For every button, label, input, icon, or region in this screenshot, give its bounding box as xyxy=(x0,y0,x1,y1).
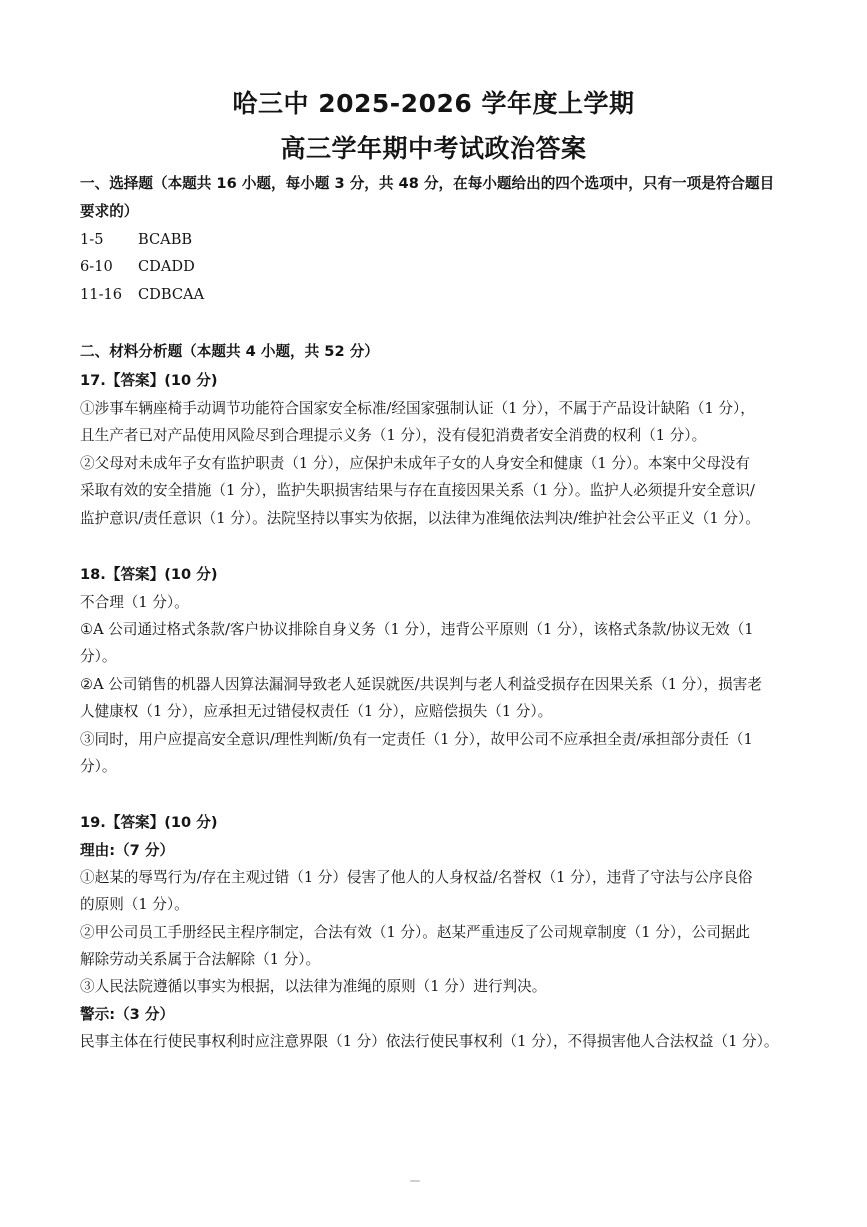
q18-title: 18.【答案】(10 分) xyxy=(80,566,218,583)
q18-paragraph2-line: ②A 公司销售的机器人因算法漏洞导致老人延误就医/共误判与老人利益受损存在因果关系（1 分），损害老 xyxy=(80,676,762,693)
scan-mark xyxy=(410,1180,420,1182)
q19-warning-line: 民事主体在行使民事权利时应注意界限（1 分）依法行使民事权利（1 分），不得损害他人合法权益（1 分）。 xyxy=(80,1033,779,1050)
q17-paragraph1-line: 且生产者已对产品使用风险尽到合理提示义务（1 分），没有侵犯消费者安全消费的权利（1 分）。 xyxy=(80,427,707,444)
q19-reason-label: 理由:（7 分） xyxy=(80,842,175,859)
q19-paragraph2-line: 解除劳动关系属于合法解除（1 分）。 xyxy=(80,951,321,968)
q18-verdict: 不合理（1 分）。 xyxy=(80,594,189,611)
q17-title: 17.【答案】(10 分) xyxy=(80,372,218,389)
choice-letters: CDBCAA xyxy=(138,286,205,303)
q18-paragraph1-line: ①A 公司通过格式条款/客户协议排除自身义务（1 分），违背公平原则（1 分），该格式条款/协议无效（1 xyxy=(80,621,754,638)
q19-paragraph2-line: ②甲公司员工手册经民主程序制定，合法有效（1 分）。赵某严重违反了公司规章制度（1 分），公司据此 xyxy=(80,924,750,941)
choice-range: 11-16 xyxy=(80,286,123,303)
q19-title: 19.【答案】(10 分) xyxy=(80,814,218,831)
q17-paragraph1-line: ①涉事车辆座椅手动调节功能符合国家安全标准/经国家强制认证（1 分），不属于产品设计缺陷（1 分）， xyxy=(80,400,755,417)
choice-letters: CDADD xyxy=(138,258,195,275)
document-subtitle: 高三学年期中考试政治答案 xyxy=(280,134,587,163)
q17-paragraph2-line: ②父母对未成年子女有监护职责（1 分），应保护未成年子女的人身安全和健康（1 分）。本案中父母没有 xyxy=(80,455,750,472)
choice-answer-row xyxy=(80,257,792,277)
q19-paragraph1-line: 的原则（1 分）。 xyxy=(80,896,189,913)
q19-warning-label: 警示:（3 分） xyxy=(80,1006,175,1023)
section1-heading-cont: 要求的） xyxy=(80,203,139,220)
q17-paragraph2-line: 监护意识/责任意识（1 分）。法院坚持以事实为依据，以法律为准绳依法判决/维护社会公平正义（1 分）。 xyxy=(80,510,760,527)
q19-paragraph3-line: ③人民法院遵循以事实为根据，以法律为准绳的原则（1 分）进行判决。 xyxy=(80,978,547,995)
q18-paragraph2-line: 人健康权（1 分），应承担无过错侵权责任（1 分），应赔偿损失（1 分）。 xyxy=(80,703,553,720)
choice-range: 6-10 xyxy=(80,258,113,275)
choice-range: 1-5 xyxy=(80,231,104,248)
section2-heading: 二、材料分析题（本题共 4 小题，共 52 分） xyxy=(80,343,379,360)
q18-paragraph3-line: 分）。 xyxy=(80,758,117,775)
q18-paragraph3-line: ③同时，用户应提高安全意识/理性判断/负有一定责任（1 分），故甲公司不应承担全责/承担部分责任（1 xyxy=(80,731,753,748)
choice-answer-row xyxy=(80,230,792,250)
q19-paragraph1-line: ①赵某的辱骂行为/存在主观过错（1 分）侵害了他人的人身权益/名誉权（1 分），违背了守法与公序良俗 xyxy=(80,869,753,886)
document-title: 哈三中 2025-2026 学年度上学期 xyxy=(232,89,635,118)
q18-paragraph1-line: 分）。 xyxy=(80,648,117,665)
section1-heading: 一、选择题（本题共 16 小题，每小题 3 分，共 48 分，在每小题给出的四个选项中，只有一项是符合题目 xyxy=(80,175,775,192)
q17-paragraph2-line: 采取有效的安全措施（1 分），监护失职损害结果与存在直接因果关系（1 分）。监护人必须提升安全意识/ xyxy=(80,482,755,499)
choice-letters: BCABB xyxy=(138,231,193,248)
choice-answer-row xyxy=(80,285,792,305)
